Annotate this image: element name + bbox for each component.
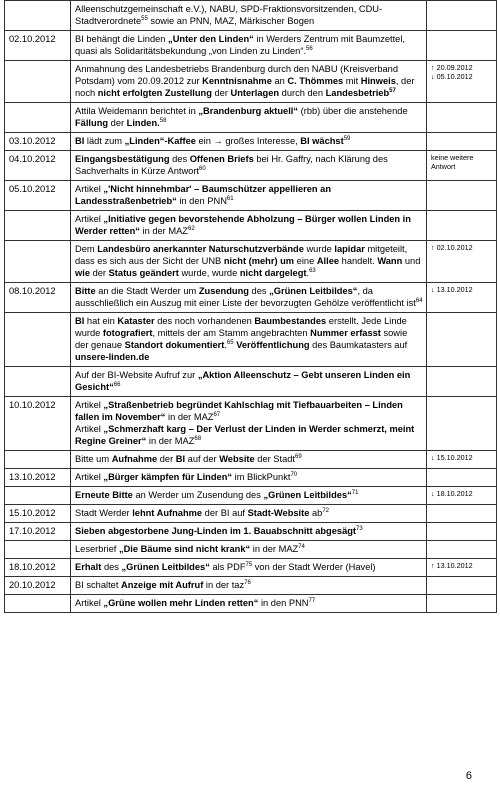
entry-text: in der MAZ	[146, 436, 195, 446]
footnote-ref: 74	[298, 543, 305, 550]
entry-cell	[71, 577, 427, 595]
entry-text: mitgeteilt, dass es sich aus der Sicht der UNB	[75, 244, 408, 266]
table-row	[5, 523, 497, 541]
reference-cell	[427, 211, 497, 241]
entry-text: „Unter den Linden“	[168, 34, 254, 44]
table-row	[5, 133, 497, 151]
footnote-ref: 68	[194, 435, 202, 442]
footnote-ref: 59	[343, 135, 351, 142]
entry-text: Artikel	[75, 424, 104, 434]
entry-text: Linden.	[126, 118, 160, 128]
table-row	[5, 451, 497, 469]
date-cell	[5, 1, 71, 31]
date-cell: 02.10.2012	[5, 31, 71, 61]
entry-text: sowie der genaue	[75, 328, 408, 350]
entry-text: Baumbestandes	[254, 316, 327, 326]
footnote-ref: 56	[306, 45, 313, 52]
entry-text: Alleenschutzgemeinschaft e.V.), NABU, SPD-Fraktionsvorsitzenden, CDU-Stadtverordnete	[75, 4, 383, 26]
table-row	[5, 577, 497, 595]
entry-text: als PDF	[209, 562, 246, 572]
table-row	[5, 541, 497, 559]
entry-text: Standort dokumentiert	[124, 340, 225, 350]
entry-text: von der Stadt Werder (Havel)	[252, 562, 376, 572]
entry-text: BI wächst	[300, 136, 344, 146]
entry-text: Allee	[316, 256, 340, 266]
footnote-ref: 77	[308, 597, 316, 604]
reference-cell	[427, 133, 497, 151]
entry-text: Eingangsbestätigung	[75, 154, 170, 164]
entry-cell	[71, 103, 427, 133]
entry-cell	[71, 541, 427, 559]
entry-text: des Baumkatasters auf	[309, 340, 408, 350]
reference-cell	[427, 367, 497, 397]
entry-cell	[71, 211, 427, 241]
reference-cell	[427, 595, 497, 613]
page-number: 6	[465, 770, 472, 782]
chronology-table	[4, 0, 497, 613]
date-cell: 08.10.2012	[5, 283, 71, 313]
entry-text: sowie an PNN, MAZ, Märkischer Bogen	[147, 16, 315, 26]
table-row	[5, 595, 497, 613]
entry-text: Zusendung	[198, 286, 249, 296]
entry-text: nicht erfolgten Zustellung	[97, 88, 212, 98]
entry-text: „'Nicht hinnehmbar' – Baumschützer appellieren an Landesstraßenbetrieb“	[75, 184, 332, 206]
footnote-ref: 72	[322, 507, 330, 514]
reference-cell: ↓ 15.10.2012	[427, 451, 497, 469]
entry-cell	[71, 133, 427, 151]
entry-text: Unterlagen	[230, 88, 280, 98]
entry-text: wie	[75, 268, 90, 278]
entry-cell	[71, 595, 427, 613]
entry-text: der Stadt	[254, 454, 295, 464]
table-row	[5, 1, 497, 31]
entry-cell	[71, 181, 427, 211]
entry-text: Offenen Briefs	[189, 154, 254, 164]
entry-text: des	[101, 562, 122, 572]
footnote-ref: 57	[389, 87, 396, 94]
entry-cell	[71, 487, 427, 505]
date-cell	[5, 595, 71, 613]
entry-text: an Werder um Zusendung des	[132, 490, 264, 500]
entry-text: Status geändert	[108, 268, 179, 278]
date-cell: 20.10.2012	[5, 577, 71, 595]
entry-text: der	[108, 118, 127, 128]
date-cell	[5, 241, 71, 283]
date-cell: 04.10.2012	[5, 151, 71, 181]
table-row	[5, 211, 497, 241]
entry-text: Stadt-Website	[247, 508, 310, 518]
entry-text: hat ein	[84, 316, 118, 326]
entry-text: fotografiert	[102, 328, 153, 338]
entry-text: Aufnahme	[111, 454, 158, 464]
entry-text: an	[271, 76, 288, 86]
entry-text: in der MAZ	[139, 226, 188, 236]
entry-text: in Werders Zentrum mit Baumzettel, quasi als Solidaritätsbekundung „von Linden zu Linden“.	[75, 34, 406, 56]
footnote-ref: 69	[295, 453, 302, 460]
entry-text: BI	[175, 454, 186, 464]
footnote-ref: 75	[245, 561, 253, 568]
table-row	[5, 103, 497, 133]
entry-text: „Aktion Alleenschutz – Gebt unseren Linden ein Gesicht“	[75, 370, 411, 392]
reference-cell	[427, 313, 497, 367]
entry-text: Stadt Werder	[75, 508, 133, 518]
entry-text: Bitte um	[75, 454, 112, 464]
table-row	[5, 469, 497, 487]
entry-cell	[71, 61, 427, 103]
date-cell	[5, 451, 71, 469]
entry-text: Artikel	[75, 400, 104, 410]
entry-cell	[71, 523, 427, 541]
entry-text: , da ausschließlich ein Auszug mit einer Liste der bevorzugten Gehölze veröffentlicht ist	[75, 286, 416, 308]
entry-text: nicht dargelegt	[239, 268, 307, 278]
table-row	[5, 151, 497, 181]
entry-text: im BlickPunkt	[232, 472, 291, 482]
entry-text: Erhalt	[75, 562, 102, 572]
reference-cell: ↑ 02.10.2012	[427, 241, 497, 283]
table-row	[5, 31, 497, 61]
entry-text: unsere-linden.de	[75, 352, 150, 362]
entry-text: BI behängt die Linden	[75, 34, 169, 44]
entry-cell	[71, 367, 427, 397]
footnote-ref: 62	[187, 225, 195, 232]
entry-text: erstellt. Jede Linde wurde	[75, 316, 407, 338]
footnote-ref: 65	[226, 339, 234, 346]
entry-text: „Straßenbetrieb begründet Kahlschlag mit Tiefbauarbeiten – Linden fallen im November“	[75, 400, 403, 422]
entry-text: durch den	[279, 88, 326, 98]
entry-text: „Bürger kämpfen für Linden“	[103, 472, 233, 482]
entry-text: lapidar	[334, 244, 365, 254]
table-row	[5, 241, 497, 283]
date-cell	[5, 103, 71, 133]
entry-text: „Linden“-Kaffee	[124, 136, 196, 146]
footnote-ref: 64	[415, 297, 423, 304]
entry-text: Leserbrief	[75, 544, 119, 554]
entry-text: Nummer erfasst	[310, 328, 381, 338]
date-cell: 17.10.2012	[5, 523, 71, 541]
table-row	[5, 559, 497, 577]
date-cell: 18.10.2012	[5, 559, 71, 577]
entry-text: Landesbetrieb	[325, 88, 390, 98]
entry-text: Dem	[75, 244, 98, 254]
entry-text: Artikel	[75, 184, 104, 194]
entry-text: lehnt Aufnahme	[132, 508, 203, 518]
entry-cell	[71, 241, 427, 283]
entry-text: der BI auf	[202, 508, 248, 518]
entry-text: Attila Weidemann berichtet in	[75, 106, 199, 116]
reference-cell	[427, 1, 497, 31]
date-cell: 15.10.2012	[5, 505, 71, 523]
reference-cell: ↑ 13.10.2012	[427, 559, 497, 577]
footnote-ref: 70	[290, 471, 298, 478]
entry-text: „Grüne wollen mehr Linden retten“	[103, 598, 259, 608]
entry-cell	[71, 1, 427, 31]
date-cell: 13.10.2012	[5, 469, 71, 487]
date-cell: 03.10.2012	[5, 133, 71, 151]
date-cell: 10.10.2012	[5, 397, 71, 451]
entry-text: „Grünen Leitbildes“	[263, 490, 352, 500]
entry-text: mit	[343, 76, 361, 86]
entry-text: BI schaltet	[75, 580, 121, 590]
entry-cell	[71, 397, 427, 451]
footnote-ref: 71	[351, 489, 359, 496]
footnote-ref: 76	[244, 579, 251, 586]
table-row	[5, 313, 497, 367]
entry-text: Artikel	[75, 598, 104, 608]
entry-text: Veröffentlichung	[236, 340, 310, 350]
table-row	[5, 181, 497, 211]
reference-cell	[427, 505, 497, 523]
entry-cell	[71, 451, 427, 469]
entry-cell	[71, 151, 427, 181]
reference-cell	[427, 103, 497, 133]
entry-text: Erneute Bitte	[75, 490, 133, 500]
date-cell	[5, 61, 71, 103]
entry-text: der	[211, 88, 231, 98]
table-row	[5, 61, 497, 103]
entry-text: der	[157, 454, 176, 464]
entry-text: in den PNN	[258, 598, 309, 608]
entry-text: Bitte	[75, 286, 96, 296]
entry-text: Fällung	[75, 118, 109, 128]
entry-cell	[71, 559, 427, 577]
entry-text: handelt.	[339, 256, 378, 266]
entry-text: in der MAZ	[250, 544, 299, 554]
entry-text: Artikel	[75, 472, 104, 482]
entry-text: ein → großes Interesse,	[195, 136, 301, 146]
entry-text: ab	[309, 508, 323, 518]
entry-text: und	[402, 256, 421, 266]
entry-text: „Initiative gegen bevorstehende Abholzung – Bürger wollen Linden in Werder retten“	[75, 214, 411, 236]
entry-text: lädt zum	[84, 136, 125, 146]
entry-text: .	[224, 340, 227, 350]
entry-text: C. Thömmes	[287, 76, 344, 86]
reference-cell: ↑ 20.09.2012 ↓ 05.10.2012	[427, 61, 497, 103]
reference-cell: ↓ 18.10.2012	[427, 487, 497, 505]
entry-text: Sieben abgestorbene Jung-Linden im 1. Bauabschnitt abgesägt	[75, 526, 357, 536]
footnote-ref: 67	[213, 411, 221, 418]
entry-text: eine	[294, 256, 317, 266]
entry-text: „Grünen Leitbildes“	[121, 562, 210, 572]
date-cell	[5, 313, 71, 367]
entry-text: bei Hr. Gaffry, nach Klärung des Sachverhalts in Kürze Antwort	[75, 154, 388, 176]
entry-text: wurde, wurde	[178, 268, 240, 278]
entry-text: wurde	[303, 244, 335, 254]
date-cell	[5, 211, 71, 241]
table-row	[5, 487, 497, 505]
footnote-ref: 66	[113, 381, 121, 388]
table-row	[5, 397, 497, 451]
reference-cell	[427, 523, 497, 541]
entry-text: (rbb) über die anstehende	[298, 106, 408, 116]
entry-text: Kataster	[117, 316, 155, 326]
entry-text: Auf der BI-Website Aufruf zur	[75, 370, 198, 380]
entry-text: , mittels der am Stamm angebrachten	[152, 328, 311, 338]
footnote-ref: 63	[309, 267, 316, 274]
entry-text: Kenntnisnahme	[202, 76, 272, 86]
entry-text: Wann	[377, 256, 403, 266]
entry-text: der	[90, 268, 109, 278]
entry-text: Website	[219, 454, 255, 464]
entry-text: des noch vorhandenen	[154, 316, 255, 326]
entry-text: .	[306, 268, 310, 278]
entry-text: nicht (mehr) um	[223, 256, 295, 266]
reference-cell	[427, 577, 497, 595]
table-row	[5, 283, 497, 313]
entry-text: „Brandenburg aktuell“	[198, 106, 299, 116]
entry-text: Artikel	[75, 214, 104, 224]
entry-text: des	[248, 286, 270, 296]
entry-text: in der taz	[203, 580, 245, 590]
entry-text: auf der	[185, 454, 220, 464]
entry-cell	[71, 283, 427, 313]
entry-text: Landesbüro anerkannter Naturschutzverbände	[97, 244, 304, 254]
entry-text: Anzeige mit Aufruf	[121, 580, 204, 590]
entry-text: „Schmerzhaft karg – Der Verlust der Linden in Werder schmerzt, meint Regine Greiner“	[75, 424, 415, 446]
entry-cell	[71, 505, 427, 523]
entry-text: Hinweis	[360, 76, 396, 86]
footnote-ref: 60	[199, 165, 206, 172]
date-cell	[5, 367, 71, 397]
entry-cell	[71, 469, 427, 487]
entry-text: „Grünen Leitbildes“	[269, 286, 358, 296]
reference-cell	[427, 397, 497, 451]
entry-text: in den PNN	[176, 196, 227, 206]
reference-cell: ↓ 13.10.2012	[427, 283, 497, 313]
footnote-ref: 73	[356, 525, 363, 532]
footnote-ref: 61	[226, 195, 234, 202]
date-cell	[5, 487, 71, 505]
footnote-ref: 55	[141, 15, 148, 22]
reference-cell	[427, 31, 497, 61]
footnote-ref: 58	[159, 117, 167, 124]
table-row	[5, 505, 497, 523]
table-row	[5, 367, 497, 397]
entry-text: Anmahnung des Landesbetriebs Brandenburg durch den NABU (Kreisverband Potsdam) vom 20.09.2012 zur	[75, 64, 399, 86]
entry-cell	[71, 31, 427, 61]
reference-cell	[427, 541, 497, 559]
entry-text: des	[169, 154, 190, 164]
reference-cell	[427, 181, 497, 211]
entry-text: in der MAZ	[165, 412, 214, 422]
entry-text: , der noch	[75, 76, 415, 98]
reference-cell	[427, 469, 497, 487]
entry-text: BI	[75, 136, 85, 146]
date-cell: 05.10.2012	[5, 181, 71, 211]
date-cell	[5, 541, 71, 559]
entry-cell	[71, 313, 427, 367]
reference-cell: keine weitere Antwort	[427, 151, 497, 181]
entry-text: BI	[75, 316, 85, 326]
entry-text: „Die Bäume sind nicht krank“	[118, 544, 251, 554]
entry-text: an die Stadt Werder um	[95, 286, 199, 296]
